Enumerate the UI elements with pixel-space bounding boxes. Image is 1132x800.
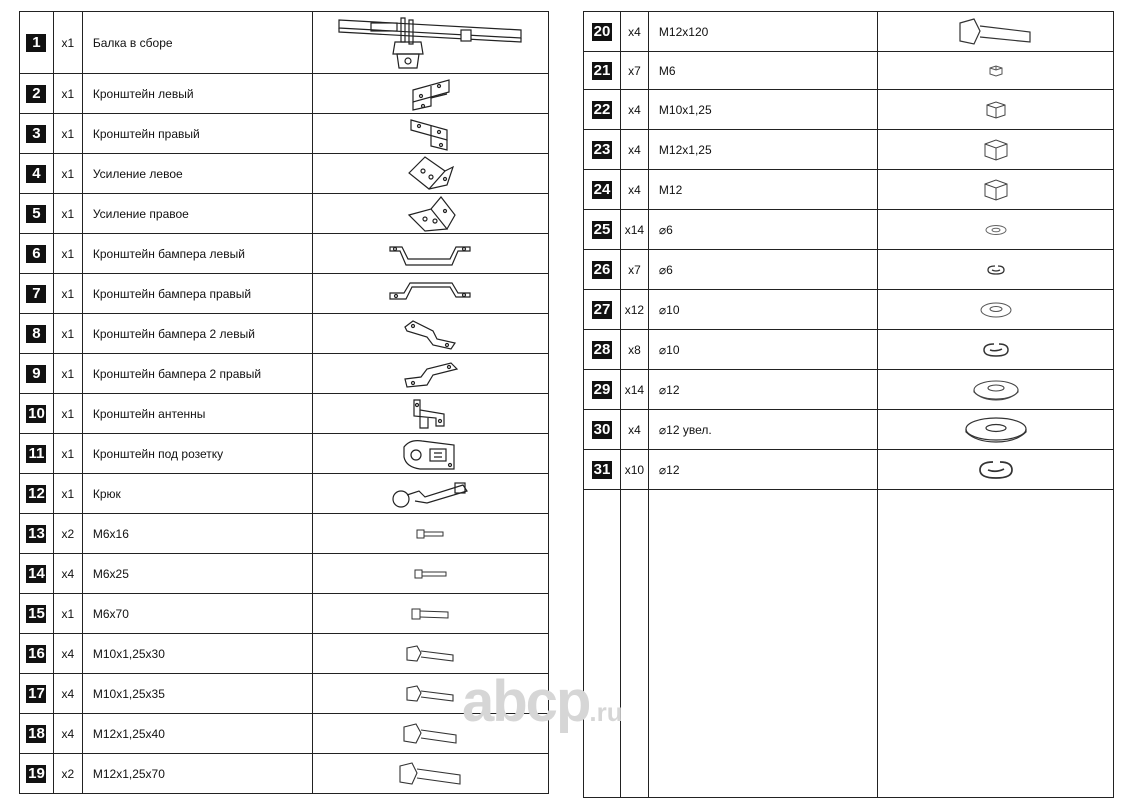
table-row: [20, 474, 549, 514]
reinforcement-left-icon: [401, 155, 461, 193]
empty-table-row: [584, 490, 1114, 798]
part-description: M12x1,25: [648, 130, 878, 170]
table-row: [20, 314, 549, 354]
table-row: [20, 514, 549, 554]
part-number: 2: [26, 85, 46, 103]
part-number: 19: [28, 764, 45, 782]
part-quantity: x1: [53, 234, 82, 274]
spring-washer-icon: [981, 341, 1011, 359]
part-number: 1: [26, 34, 46, 52]
part-description: Кронштейн бампера 2 правый: [82, 354, 312, 394]
part-description: ⌀12 увел.: [648, 410, 878, 450]
table-row: [20, 714, 549, 754]
part-description: M10x1,25x30: [82, 634, 312, 674]
part-number: 5: [26, 205, 46, 223]
parts-table-right: [583, 11, 1114, 798]
part-quantity: x4: [620, 410, 648, 450]
table-row: [20, 234, 549, 274]
part-number: 8: [26, 325, 46, 343]
part-number: 11: [26, 445, 46, 463]
watermark-brand: abcp: [462, 669, 590, 734]
part-number: 4: [26, 165, 46, 183]
part-description: M12x1,25x40: [82, 714, 312, 754]
part-number: 21: [593, 61, 611, 79]
part-number: 10: [28, 404, 45, 422]
spring-washer-icon: [977, 458, 1015, 482]
part-quantity: x1: [53, 394, 82, 434]
part-quantity: x1: [53, 474, 82, 514]
part-description: ⌀10: [648, 330, 878, 370]
part-description: M10x1,25: [648, 90, 878, 130]
bolt-icon: [398, 761, 464, 787]
towbar-beam-assembly-icon: [331, 14, 531, 72]
part-quantity: x8: [620, 330, 648, 370]
part-description: Балка в сборе: [82, 12, 312, 74]
part-description: ⌀10: [648, 290, 878, 330]
part-description: M12: [648, 170, 878, 210]
part-quantity: x4: [620, 170, 648, 210]
bolt-icon: [410, 606, 452, 622]
table-row: [20, 114, 549, 154]
table-row: [20, 754, 549, 794]
bumper-bracket-right-icon: [386, 279, 476, 309]
part-quantity: x4: [53, 554, 82, 594]
part-quantity: x4: [620, 90, 648, 130]
bolt-icon: [405, 684, 457, 704]
part-number: 30: [593, 420, 611, 438]
part-description: ⌀6: [648, 250, 878, 290]
table-row: [20, 674, 549, 714]
table-row: [20, 434, 549, 474]
part-description: M6x16: [82, 514, 312, 554]
flat-washer-icon: [972, 378, 1020, 402]
part-quantity: x4: [53, 674, 82, 714]
hex-nut-icon: [988, 65, 1004, 77]
part-quantity: x2: [53, 514, 82, 554]
table-row: [584, 330, 1114, 370]
part-quantity: x1: [53, 434, 82, 474]
table-row: [20, 74, 549, 114]
table-row: [584, 210, 1114, 250]
part-description: Усиление правое: [82, 194, 312, 234]
bolt-icon: [413, 567, 449, 581]
part-quantity: x1: [53, 114, 82, 154]
part-quantity: x4: [53, 634, 82, 674]
bumper-bracket-left-icon: [386, 239, 476, 269]
part-description: Кронштейн бампера правый: [82, 274, 312, 314]
bolt-icon: [405, 644, 457, 664]
table-row: [20, 274, 549, 314]
parts-table-left: [19, 11, 549, 794]
part-number: 9: [26, 365, 46, 383]
part-quantity: x4: [620, 12, 648, 52]
part-description: M6x70: [82, 594, 312, 634]
part-quantity: x1: [53, 12, 82, 74]
part-quantity: x1: [53, 154, 82, 194]
part-description: M12x120: [648, 12, 878, 52]
table-row: [20, 394, 549, 434]
part-number: 17: [28, 684, 45, 702]
table-row: [584, 410, 1114, 450]
part-quantity: x7: [620, 52, 648, 90]
hex-nut-icon: [985, 101, 1007, 119]
table-row: [584, 370, 1114, 410]
part-number: 12: [28, 484, 45, 502]
hex-nut-icon: [983, 139, 1009, 161]
part-description: Кронштейн под розетку: [82, 434, 312, 474]
table-row: [584, 450, 1114, 490]
part-number: 7: [26, 285, 46, 303]
part-description: ⌀6: [648, 210, 878, 250]
part-description: Кронштейн бампера 2 левый: [82, 314, 312, 354]
part-number: 31: [593, 460, 611, 478]
part-description: ⌀12: [648, 450, 878, 490]
part-description: M10x1,25x35: [82, 674, 312, 714]
flat-washer-icon: [985, 224, 1007, 236]
part-quantity: x10: [620, 450, 648, 490]
part-description: M6: [648, 52, 878, 90]
watermark-tld: .ru: [589, 697, 623, 727]
bracket-left-icon: [401, 76, 461, 112]
bolt-icon: [958, 17, 1034, 47]
table-row: [584, 250, 1114, 290]
reinforcement-right-icon: [401, 195, 461, 233]
table-row: [20, 634, 549, 674]
tow-ball-hook-icon: [389, 477, 473, 511]
part-number: 6: [26, 245, 46, 263]
part-number: 26: [593, 260, 611, 278]
hex-nut-icon: [983, 179, 1009, 201]
bolt-icon: [415, 527, 447, 541]
part-number: 3: [26, 125, 46, 143]
part-quantity: x1: [53, 594, 82, 634]
table-row: [584, 170, 1114, 210]
part-quantity: x1: [53, 274, 82, 314]
part-quantity: x1: [53, 194, 82, 234]
table-row: [584, 130, 1114, 170]
part-number: 27: [593, 300, 611, 318]
part-number: 18: [28, 724, 45, 742]
part-description: Усиление левое: [82, 154, 312, 194]
spring-washer-icon: [986, 264, 1006, 276]
part-number: 15: [28, 604, 45, 622]
part-description: M12x1,25x70: [82, 754, 312, 794]
part-description: Крюк: [82, 474, 312, 514]
part-number: 14: [28, 564, 45, 582]
table-row: [20, 354, 549, 394]
table-row: [20, 594, 549, 634]
part-number: 13: [28, 524, 45, 542]
part-number: 29: [593, 380, 611, 398]
part-quantity: x4: [620, 130, 648, 170]
part-description: Кронштейн антенны: [82, 394, 312, 434]
table-row: [584, 12, 1114, 52]
part-number: 28: [593, 340, 611, 358]
part-description: Кронштейн правый: [82, 114, 312, 154]
bracket-right-icon: [401, 116, 461, 152]
socket-bracket-icon: [396, 435, 466, 473]
part-quantity: x7: [620, 250, 648, 290]
part-quantity: x14: [620, 210, 648, 250]
part-quantity: x1: [53, 354, 82, 394]
part-number: 20: [593, 22, 611, 40]
part-description: Кронштейн бампера левый: [82, 234, 312, 274]
table-row: [20, 12, 549, 74]
table-row: [584, 290, 1114, 330]
part-number: 22: [593, 100, 611, 118]
bumper-bracket-2-left-icon: [399, 317, 463, 351]
part-description: M6x25: [82, 554, 312, 594]
table-row: [584, 52, 1114, 90]
part-quantity: x2: [53, 754, 82, 794]
part-number: 25: [593, 220, 611, 238]
large-flat-washer-icon: [964, 416, 1028, 444]
table-row: [584, 90, 1114, 130]
part-number: 24: [593, 180, 611, 198]
table-row: [20, 194, 549, 234]
part-description: Кронштейн левый: [82, 74, 312, 114]
bolt-icon: [402, 722, 460, 746]
table-row: [20, 554, 549, 594]
part-quantity: x4: [53, 714, 82, 754]
antenna-bracket-icon: [406, 396, 456, 432]
part-quantity: x12: [620, 290, 648, 330]
bumper-bracket-2-right-icon: [399, 357, 463, 391]
part-number: 16: [28, 644, 45, 662]
part-quantity: x1: [53, 74, 82, 114]
part-quantity: x14: [620, 370, 648, 410]
flat-washer-icon: [979, 301, 1013, 319]
part-number: 23: [593, 140, 611, 158]
table-row: [20, 154, 549, 194]
part-quantity: x1: [53, 314, 82, 354]
part-description: ⌀12: [648, 370, 878, 410]
